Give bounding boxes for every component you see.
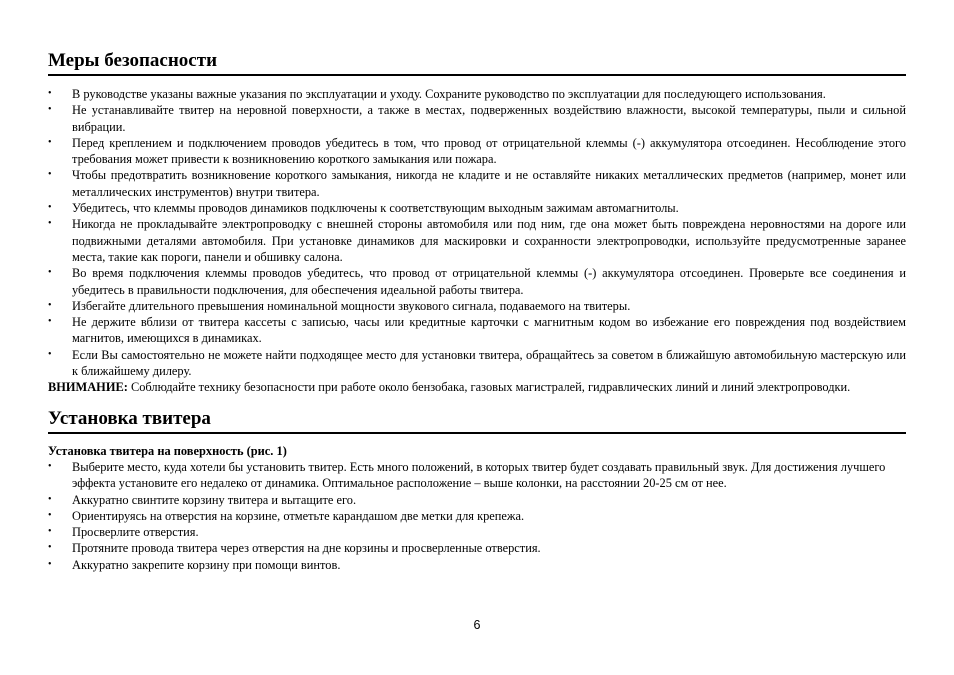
list-item bbox=[48, 200, 906, 216]
list-item-text: Никогда не прокладывайте электропроводку с внешней стороны автомобиля или под ним, где она может быть повреждена неровностями на дороге или подвижными деталями автомобиля. При установке динамиков для маскировки и сохранности электропроводки, используйте предусмотренные заранее места, такие как пороги, панели и обшивку салона. bbox=[72, 217, 906, 264]
list-item-text: Перед креплением и подключением проводов убедитесь в том, что провод от отрицательной клеммы (-) аккумулятора отсоединен. Несоблюдение этого требования может привести к возникновению короткого замыкания или пожара. bbox=[72, 135, 906, 167]
page-number: 6 bbox=[473, 618, 481, 632]
list-item bbox=[48, 314, 906, 347]
list-item-text: Во время подключения клеммы проводов убедитесь, что провод от отрицательной клеммы (-) аккумулятора отсоединен. Проверьте все соединения и убедитесь в правильности подключения, для обеспечения идеальной работы твитера. bbox=[72, 266, 906, 297]
list-item bbox=[48, 524, 906, 540]
bullet-icon: • bbox=[48, 202, 52, 214]
list-item-text: Чтобы предотвратить возникновение короткого замыкания, никогда не кладите и не оставляйте никаких металлических предметов (например, монет или металлических инструментов) внутри твитера. bbox=[72, 168, 906, 199]
list-item-text: В руководстве указаны важные указания по эксплуатации и уходу. Сохраните руководство по эксплуатации для последующего использования. bbox=[72, 87, 826, 101]
bullet-icon: • bbox=[48, 267, 52, 279]
bullet-icon: • bbox=[48, 104, 52, 116]
bullet-icon: • bbox=[48, 136, 52, 148]
list-item-text: Аккуратно свинтите корзину твитера и вытащите его. bbox=[72, 492, 357, 507]
warning-text: Соблюдайте технику безопасности при работе около бензобака, газовых магистралей, гидравлических линий и линий электропроводки. bbox=[127, 380, 851, 395]
bullet-icon: • bbox=[48, 218, 52, 230]
bullet-icon: • bbox=[48, 542, 52, 554]
list-item bbox=[48, 86, 906, 102]
list-item-text: Не устанавливайте твитер на неровной поверхности, а также в местах, подверженных воздействию влажности, высокой температуры, пыли и сильной вибрации. bbox=[72, 103, 906, 134]
list-item-text: Просверлите отверстия. bbox=[72, 525, 199, 540]
safety-list bbox=[48, 86, 906, 379]
list-item bbox=[48, 167, 906, 200]
bullet-icon: • bbox=[48, 316, 52, 328]
list-item bbox=[48, 135, 906, 168]
bullet-icon: • bbox=[48, 169, 52, 181]
warning-notice bbox=[48, 379, 906, 395]
bullet-icon: • bbox=[48, 299, 52, 311]
section-subtitle: Установка твитера на поверхность (рис. 1) bbox=[48, 443, 287, 458]
installation-steps-list bbox=[48, 459, 906, 573]
list-item bbox=[48, 298, 906, 314]
bullet-icon: • bbox=[48, 509, 52, 521]
warning-label: ВНИМАНИЕ: bbox=[48, 380, 128, 395]
manual-page bbox=[48, 48, 906, 573]
bullet-icon: • bbox=[48, 460, 52, 472]
list-item bbox=[48, 557, 906, 573]
list-item-text: Убедитесь, что клеммы проводов динамиков подключены к соответствующим выходным зажимам автомагнитолы. bbox=[72, 201, 679, 216]
bullet-icon: • bbox=[48, 558, 52, 570]
list-item-text: Аккуратно закрепите корзину при помощи винтов. bbox=[72, 557, 341, 572]
bullet-icon: • bbox=[48, 88, 52, 99]
list-item bbox=[48, 102, 906, 135]
section-title-safety: Меры безопасности bbox=[48, 48, 906, 76]
bullet-icon: • bbox=[48, 526, 52, 538]
list-item-text: Не держите вблизи от твитера кассеты с записью, часы или кредитные карточки с магнитным кодом во избежание его повреждения под воздействием магнитов, имеющихся в динамиках. bbox=[72, 315, 906, 346]
list-item-text: Протяните провода твитера через отверстия на дне корзины и просверленные отверстия. bbox=[72, 541, 541, 556]
list-item bbox=[48, 492, 906, 508]
list-item-text: Если Вы самостоятельно не можете найти подходящее место для установки твитера, обращайтесь за советом в ближайшую автомобильную мастерскую или к ближайшему дилеру. bbox=[72, 347, 906, 379]
list-item-text: Ориентируясь на отверстия на корзине, отметьте карандашом две метки для крепежа. bbox=[72, 508, 525, 523]
list-item-text: Выберите место, куда хотели бы установить твитер. Есть много положений, в которых твитер будет создавать правильный звук. Для достижения лучшего эффекта установите его недалеко от динамика. Оптимальное расположение – выше колонки, на расстоянии 20-25 см от нее. bbox=[72, 459, 886, 491]
section-title-installation: Установка твитера bbox=[48, 406, 906, 434]
list-item bbox=[48, 347, 906, 380]
list-item bbox=[48, 508, 906, 524]
list-item bbox=[48, 265, 906, 298]
list-item bbox=[48, 216, 906, 265]
list-item bbox=[48, 540, 906, 556]
list-item-text: Избегайте длительного превышения номинальной мощности звукового сигнала, подаваемого на твитеры. bbox=[72, 298, 631, 313]
bullet-icon: • bbox=[48, 493, 52, 505]
list-item bbox=[48, 459, 906, 492]
bullet-icon: • bbox=[48, 348, 52, 360]
